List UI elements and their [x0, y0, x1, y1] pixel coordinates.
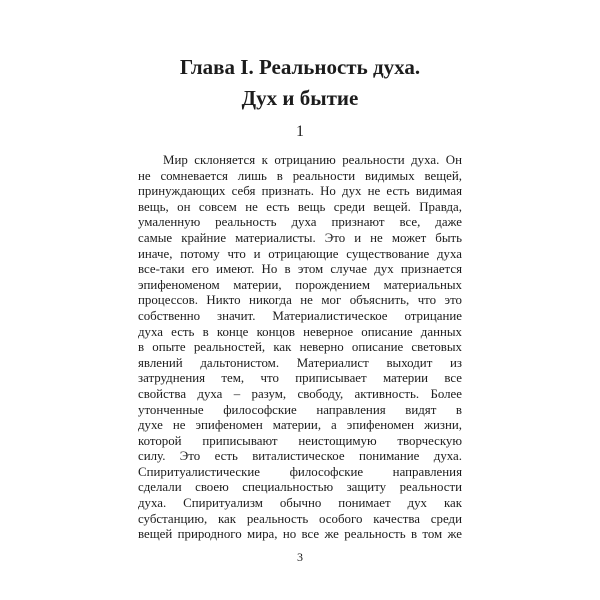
- text-line: умаленную реальность духа признают все, даже: [138, 215, 462, 230]
- text-line: свойства духа – разум, свободу, активность. Более: [138, 386, 462, 401]
- text-line: сделали своею специальностью защиту реальности: [138, 480, 462, 495]
- section-number: 1: [296, 123, 304, 140]
- text-line: духе не эпифеномен материи, а эпифеномен жизни,: [138, 418, 462, 433]
- text-line: которой приписывают неистощимую творческую: [138, 433, 462, 448]
- text-line: субстанцию, как реальность особого качества среди: [138, 511, 462, 526]
- text-line: не сомневается лишь в реальности видимых вещей,: [138, 168, 462, 183]
- chapter-title: [0, 0, 600, 114]
- text-line: процессов. Никто никогда не мог объяснить, что это: [138, 293, 462, 308]
- text-line: явлений дальтонистом. Материалист выходит из: [138, 355, 462, 370]
- text-line: утонченные философские направления видят в: [138, 402, 462, 417]
- text-line: вещей природного мира, но все же реальность в том же: [138, 527, 462, 542]
- text-line: Мир склоняется к отрицанию реальности духа. Он: [163, 153, 462, 167]
- text-line: принуждающих себя признать. Но дух не есть видимая: [138, 184, 462, 199]
- text-line: силу. Это есть виталистическое понимание духа.: [138, 449, 462, 464]
- text-line: духа есть в конце концов неверное описание данных: [138, 324, 462, 339]
- text-line: в опыте реальностей, как неверно описание световых: [138, 340, 462, 355]
- text-line: духа. Спиритуализм обычно понимает дух как: [138, 496, 462, 511]
- text-line: эпифеноменом материи, порождением материальных: [138, 277, 462, 292]
- text-line: самые крайние материалисты. Это и не может быть: [138, 230, 462, 245]
- text-line: собственно значит. Материалистическое отрицание: [138, 308, 462, 323]
- text-line: затруднения тем, что приписывает материи все: [138, 371, 462, 386]
- text-line: все-таки его имеют. Но в этом случае дух признается: [138, 262, 462, 277]
- body-paragraph: [138, 153, 462, 543]
- chapter-title-line2: Дух и бытие: [241, 86, 359, 110]
- text-line: вещь, он совсем не есть вещь среди вещей. Правда,: [138, 199, 462, 214]
- text-line: Спиритуалистические философские направления: [138, 464, 462, 479]
- text-line: иначе, потому что и отрицающие существование духа: [138, 246, 462, 261]
- page-number: 3: [297, 550, 303, 564]
- chapter-title-line1: Глава I. Реальность духа.: [179, 55, 421, 79]
